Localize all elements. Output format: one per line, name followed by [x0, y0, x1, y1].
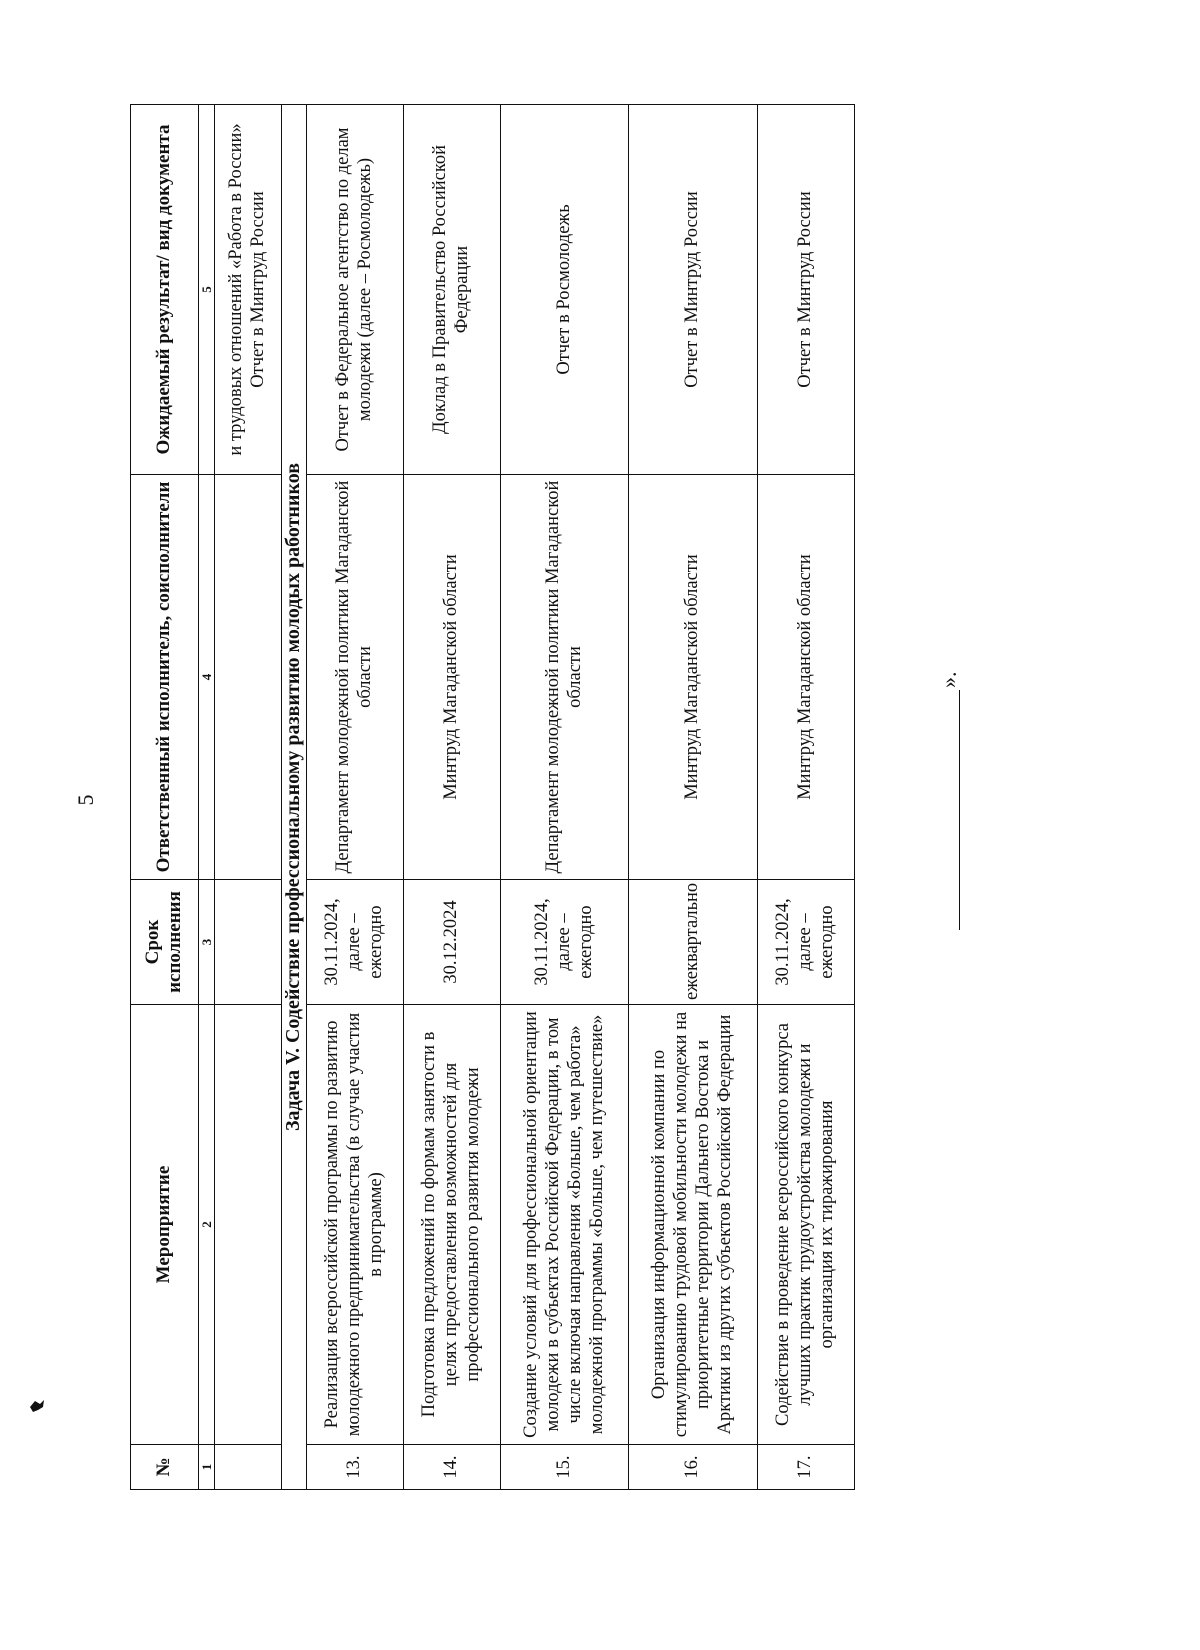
table-row	[629, 105, 757, 1490]
header-deadline: Срок исполнения	[131, 880, 199, 1005]
cell-deadline: 30.11.2024, далее – ежегодно	[757, 880, 854, 1005]
cell-no: 16.	[629, 1445, 757, 1490]
cell-result: Отчет в Федеральное агентство по делам молодежи (далее – Росмолодежь)	[306, 105, 403, 475]
cell-result: Отчет в Росмолодежь	[501, 105, 629, 475]
header-activity: Мероприятие	[131, 1005, 199, 1445]
table-row	[403, 105, 500, 1490]
plan-table	[130, 104, 855, 1490]
task-heading-row	[281, 105, 306, 1490]
cell-responsible	[215, 475, 281, 880]
cell-deadline: 30.11.2024, далее – ежегодно	[306, 880, 403, 1005]
header-no: №	[131, 1445, 199, 1490]
cell-result: и трудовых отношений «Работа в России» Отчет в Минтруд России	[215, 105, 281, 475]
header-result: Ожидаемый результат/ вид документа	[131, 105, 199, 475]
column-number: 1	[198, 1445, 214, 1490]
cell-deadline: ежеквартально	[629, 880, 757, 1005]
column-number: 4	[198, 475, 214, 880]
cell-no: 13.	[306, 1445, 403, 1490]
cell-activity: Создание условий для профессиональной ориентации молодежи в субъектах Российской Федерации, в том числе включая направления «Больше, чем работа» молодежной программы «Больше, чем путешествие»	[501, 1005, 629, 1445]
column-number-row	[198, 105, 214, 1490]
cell-activity: Реализация всероссийской программы по развитию молодежного предпринимательства (в случае участия в программе)	[306, 1005, 403, 1445]
table-row	[501, 105, 629, 1490]
cell-no: 14.	[403, 1445, 500, 1490]
cell-deadline	[215, 880, 281, 1005]
column-number: 3	[198, 880, 214, 1005]
rotated-table-frame	[130, 105, 855, 1490]
header-responsible: Ответственный исполнитель, соисполнители	[131, 475, 199, 880]
page-number: 5	[73, 794, 98, 806]
cell-no: 17.	[757, 1445, 854, 1490]
cell-result: Доклад в Правительство Российской Федерации	[403, 105, 500, 475]
cell-activity	[215, 1005, 281, 1445]
closing-rule	[941, 690, 960, 930]
table-row	[306, 105, 403, 1490]
cell-no: 15.	[501, 1445, 629, 1490]
cell-responsible: Департамент молодежной политики Магаданской области	[501, 475, 629, 880]
cell-responsible: Минтруд Магаданской области	[403, 475, 500, 880]
cell-result: Отчет в Минтруд России	[629, 105, 757, 475]
table-header-row	[131, 105, 199, 1490]
column-number: 5	[198, 105, 214, 475]
cell-deadline: 30.12.2024	[403, 880, 500, 1005]
cell-result: Отчет в Минтруд России	[757, 105, 854, 475]
cell-activity: Подготовка предложений по формам занятости в целях предоставления возможностей для профессионального развития молодежи	[403, 1005, 500, 1445]
cell-responsible: Департамент молодежной политики Магаданской области	[306, 475, 403, 880]
table-row	[757, 105, 854, 1490]
cell-deadline: 30.11.2024, далее – ежегодно	[501, 880, 629, 1005]
cell-responsible: Минтруд Магаданской области	[629, 475, 757, 880]
table-row-continuation	[215, 105, 281, 1490]
cell-no	[215, 1445, 281, 1490]
task-heading: Задача V. Содействие профессиональному развитию молодых работников	[281, 105, 306, 1490]
cell-activity: Организация информационной компании по стимулированию трудовой мобильности молодежи на приоритетные территории Дальнего Востока и Арктики из других субъектов Российской Федерации	[629, 1005, 757, 1445]
closing-quote-mark: ».	[936, 671, 961, 688]
column-number: 2	[198, 1005, 214, 1445]
cell-activity: Содействие в проведение всероссийского конкурса лучших практик трудоустройства молодежи и организация их тиражирования	[757, 1005, 854, 1445]
cell-responsible: Минтруд Магаданской области	[757, 475, 854, 880]
scan-speck-mark	[26, 1395, 48, 1417]
closing-line	[920, 630, 960, 930]
